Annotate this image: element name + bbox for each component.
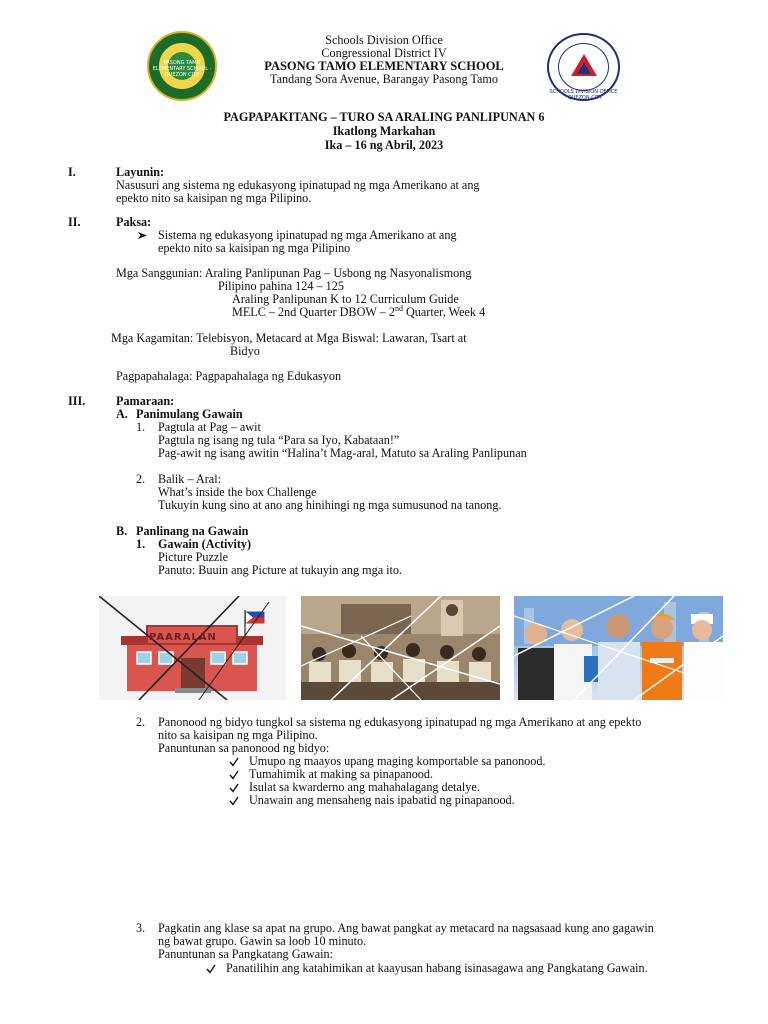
item-text: Picture Puzzle (158, 550, 229, 564)
sanggunian-line: Pilipino pahina 124 – 125 (218, 279, 344, 293)
subsection-heading: Panlinang na Gawain (136, 524, 249, 538)
paksa-text: epekto nito sa kaisipan ng mga Pilipino (158, 241, 351, 255)
classroom-photo-illustration (301, 596, 500, 700)
item-number: 3. (136, 921, 146, 935)
item-text: What’s inside the box Challenge (158, 485, 317, 499)
rule-item: Panatilihin ang katahimikan at kaayusan habang isinasagawa ang Pangkatang Gawain. (226, 961, 648, 975)
document-title: PAGPAPAKITANG – TURO SA ARALING PANLIPUNAN 6 (223, 110, 545, 124)
section-heading-layunin: Layunin: (116, 165, 165, 179)
layunin-text: epekto nito sa kaisipan ng mga Pilipino. (116, 191, 312, 205)
melc-text: Quarter, Week 4 (402, 305, 486, 319)
item-text: Panonood ng bidyo tungkol sa sistema ng edukasyong ipinatupad ng mga Amerikano at ang epekto (158, 715, 642, 729)
item-number: 1. (136, 420, 146, 434)
professionals-photo (514, 596, 723, 700)
item-text: Panuntunan sa Pangkatang Gawain: (158, 947, 333, 961)
section-number: I. (68, 165, 76, 179)
item-text: Tukuyin kung sino at ano ang hinihingi ng mga sumusunod na tanong. (158, 498, 502, 512)
sanggunian-line: Mga Sanggunian: Araling Panlipunan Pag – Usbong ng Nasyonalismong (116, 266, 472, 280)
school-building-illustration (99, 596, 286, 700)
item-text: Pagkatin ang klase sa apat na grupo. Ang bawat pangkat ay metacard na nagsasaad kung ano gagawin (158, 921, 654, 935)
seal-text: SCHOOLS DIVISION OFFICE · QUEZON CITY (549, 89, 618, 101)
kagamitan-line: Bidyo (230, 344, 260, 358)
classroom-photo (301, 596, 500, 700)
school-sign-text: PAARALAN (149, 632, 217, 643)
item-text: Pagtula at Pag – awit (158, 420, 261, 434)
pagpapahalaga-line: Pagpapahalaga: Pagpapahalaga ng Edukasyon (116, 369, 342, 383)
item-heading: Gawain (Activity) (158, 537, 252, 551)
rule-item: Tumahimik at making sa pinapanood. (249, 767, 434, 781)
letterhead (0, 34, 768, 86)
rule-item: Umupo ng maayos upang maging komportable sa panonood. (249, 754, 546, 768)
item-number: 2. (136, 472, 146, 486)
item-text: Balik – Aral: (158, 472, 221, 486)
item-text: Pag-awit ng isang awitin “Halina’t Mag-aral, Matuto sa Araling Panlipunan (158, 446, 527, 460)
item-number: 2. (136, 715, 146, 729)
date-subtitle: Ika – 16 ng Abril, 2023 (324, 138, 444, 152)
school-address: Tandang Sora Avenue, Barangay Pasong Tamo (270, 72, 498, 86)
rule-item: Isulat sa kwarderno ang mahahalagang detalye. (249, 780, 480, 794)
section-heading-pamaraan: Pamaraan: (116, 394, 175, 408)
subsection-letter: B. (116, 524, 128, 538)
header-line-1: Schools Division Office (325, 33, 443, 47)
subsection-heading: Panimulang Gawain (136, 407, 243, 421)
checkmark-icon (206, 964, 216, 974)
item-text: Pagtula ng isang ng tula “Para sa Iyo, Kabataan!” (158, 433, 400, 447)
sanggunian-line (232, 303, 486, 319)
item-text: nito sa kaisipan ng mga Pilipino. (158, 728, 318, 742)
seal-text: PASONG TAMO ELEMENTARY SCHOOL · QUEZON CITY (152, 60, 212, 78)
checkmark-icon (229, 783, 239, 793)
subsection-letter: A. (116, 407, 128, 421)
section-heading-paksa: Paksa: (116, 215, 152, 229)
section-number: III. (68, 394, 86, 408)
melc-text: MELC – 2nd Quarter DBOW – 2 (232, 305, 395, 319)
school-name: PASONG TAMO ELEMENTARY SCHOOL (264, 59, 504, 73)
item-text: Panuntunan sa panonood ng bidyo: (158, 741, 330, 755)
sanggunian-line: Araling Panlipunan K to 12 Curriculum Guide (232, 292, 459, 306)
arrow-bullet-icon (137, 231, 148, 240)
kagamitan-line: Mga Kagamitan: Telebisyon, Metacard at Mga Biswal: Lawaran, Tsart at (111, 331, 467, 345)
school-building-image (99, 596, 286, 700)
professionals-photo-illustration (514, 596, 723, 700)
checkmark-icon (229, 770, 239, 780)
checkmark-icon (229, 757, 239, 767)
item-number: 1. (136, 537, 146, 551)
header-line-2: Congressional District IV (321, 46, 447, 60)
section-number: II. (68, 215, 81, 229)
quarter-subtitle: Ikatlong Markahan (332, 124, 436, 138)
item-text: ng bawat grupo. Gawin sa loob 10 minuto. (158, 934, 367, 948)
rule-item: Unawain ang mensaheng nais ipabatid ng pinapanood. (249, 793, 515, 807)
item-text: Panuto: Buuin ang Picture at tukuyin ang mga ito. (158, 563, 403, 577)
checkmark-icon (229, 796, 239, 806)
paksa-text: Sistema ng edukasyong ipinatupad ng mga Amerikano at ang (158, 228, 457, 242)
layunin-text: Nasusuri ang sistema ng edukasyong ipinatupad ng mga Amerikano at ang (116, 178, 480, 192)
superscript: nd (394, 303, 403, 313)
